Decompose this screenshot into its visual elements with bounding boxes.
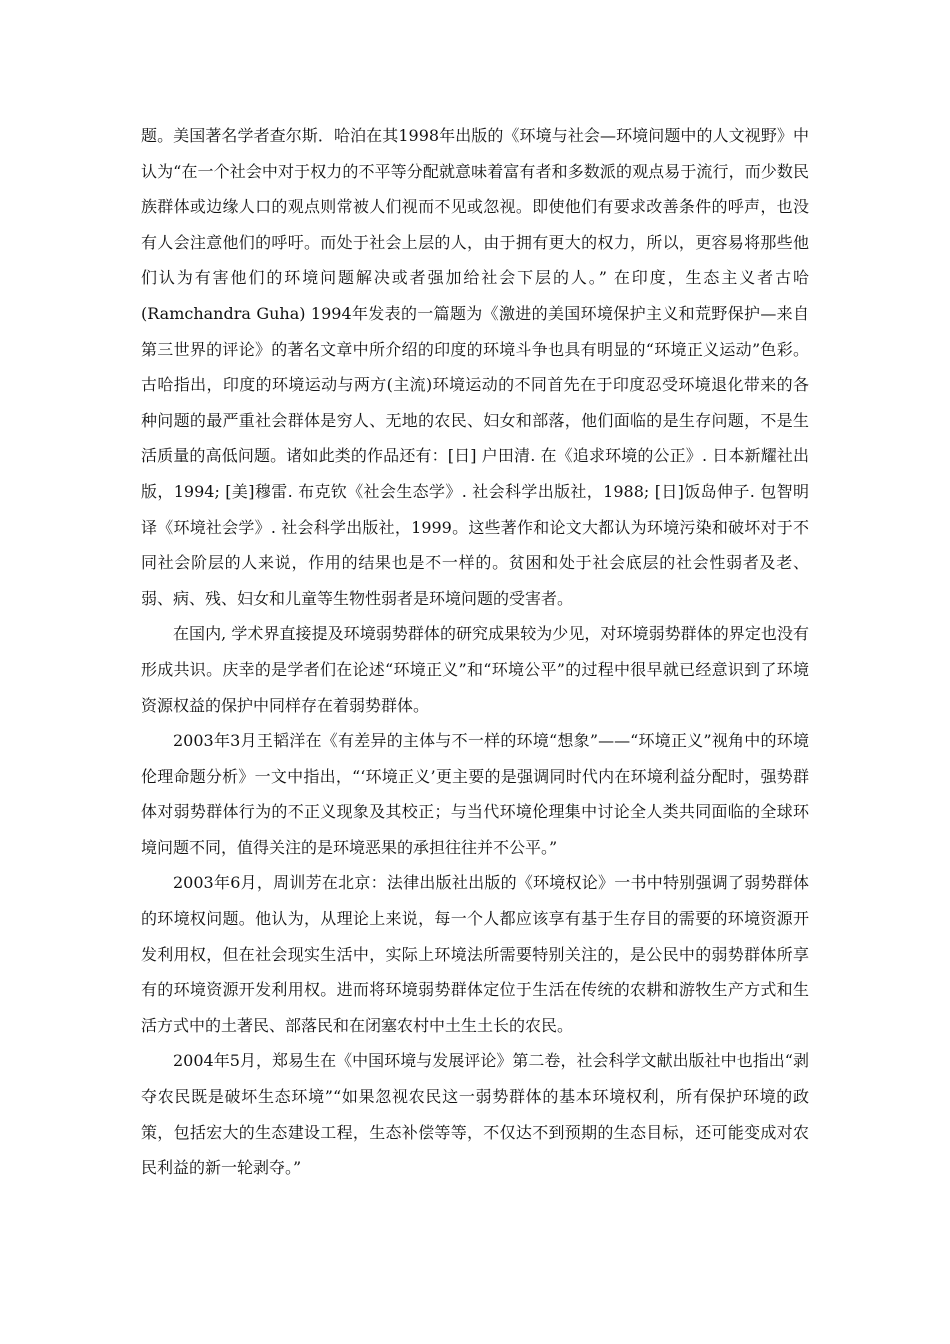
document-body xyxy=(141,118,809,1186)
paragraph-5: 2004年5月，郑易生在《中国环境与发展评论》第二卷，社会科学文献出版社中也指出“剥夺农民既是破坏生态环境”“如果忽视农民这一弱势群体的基本环境权利，所有保护环境的政策，包括宏大的生态建设工程，生态补偿等等，不仅达不到预期的生态目标，还可能变成对农民利益的新一轮剥夺。” xyxy=(141,1051,809,1178)
paragraph-2: 在国内, 学术界直接提及环境弱势群体的研究成果较为少见，对环境弱势群体的界定也没有形成共识。庆幸的是学者们在论述“环境正义”和“环境公平”的过程中很早就已经意识到了环境资源权益的保护中同样存在着弱势群体。 xyxy=(141,624,809,715)
paragraph-1: 题。美国著名学者查尔斯．哈泊在其1998年出版的《环境与社会—环境问题中的人文视野》中认为“在一个社会中对于权力的不平等分配就意味着富有者和多数派的观点易于流行，而少数民族群体或边缘人口的观点则常被人们视而不见或忽视。即使他们有要求改善条件的呼声，也没有人会注意他们的呼吁。而处于社会上层的人，由于拥有更大的权力，所以，更容易将那些他们认为有害他们的环境问题解决或者强加给社会下层的人。” 在印度，生态主义者古哈(Ramchandra Guha) 1994年发表的一篇题为《激进的美国环境保护主义和荒野保护—来自第三世界的评论》的著名文章中所介绍的印度的环境斗争也具有明显的“环境正义运动”色彩。古哈指出，印度的环境运动与两方(主流)环境运动的不同首先在于印度忍受环境退化带来的各种问题的最严重社会群体是穷人、无地的农民、妇女和部落，他们面临的是生存问题，不是生活质量的高低问题。诸如此类的作品还有：[日] 户田清. 在《追求环境的公正》. 日本新耀社出版，1994; [美]穆雷. 布克钦《社会生态学》. 社会科学出版社，1988; [日]饭岛伸子. 包智明译《环境社会学》. 社会科学出版社，1999。这些著作和论文大都认为环境污染和破坏对于不同社会阶层的人来说，作用的结果也是不一样的。贫困和处于社会底层的社会性弱者及老、弱、病、残、妇女和儿童等生物性弱者是环境问题的受害者。 xyxy=(141,126,809,608)
paragraph-4: 2003年6月，周训芳在北京：法律出版社出版的《环境权论》一书中特别强调了弱势群体的环境权问题。他认为，从理论上来说，每一个人都应该享有基于生存目的需要的环境资源开发利用权，但在社会现实生活中，实际上环境法所需要特别关注的，是公民中的弱势群体所享有的环境资源开发利用权。进而将环境弱势群体定位于生活在传统的农耕和游牧生产方式和生活方式中的土著民、部落民和在闭塞农村中土生土长的农民。 xyxy=(141,873,809,1035)
paragraph-3: 2003年3月王韬洋在《有差异的主体与不一样的环境“想象”——“环境正义”视角中的环境伦理命题分析》一文中指出，“‘环境正义’更主要的是强调同时代内在环境利益分配时，强势群体对弱势群体行为的不正义现象及其校正；与当代环境伦理集中讨论全人类共同面临的全球环境问题不同，值得关注的是环境恶果的承担往往并不公平。” xyxy=(141,731,809,857)
